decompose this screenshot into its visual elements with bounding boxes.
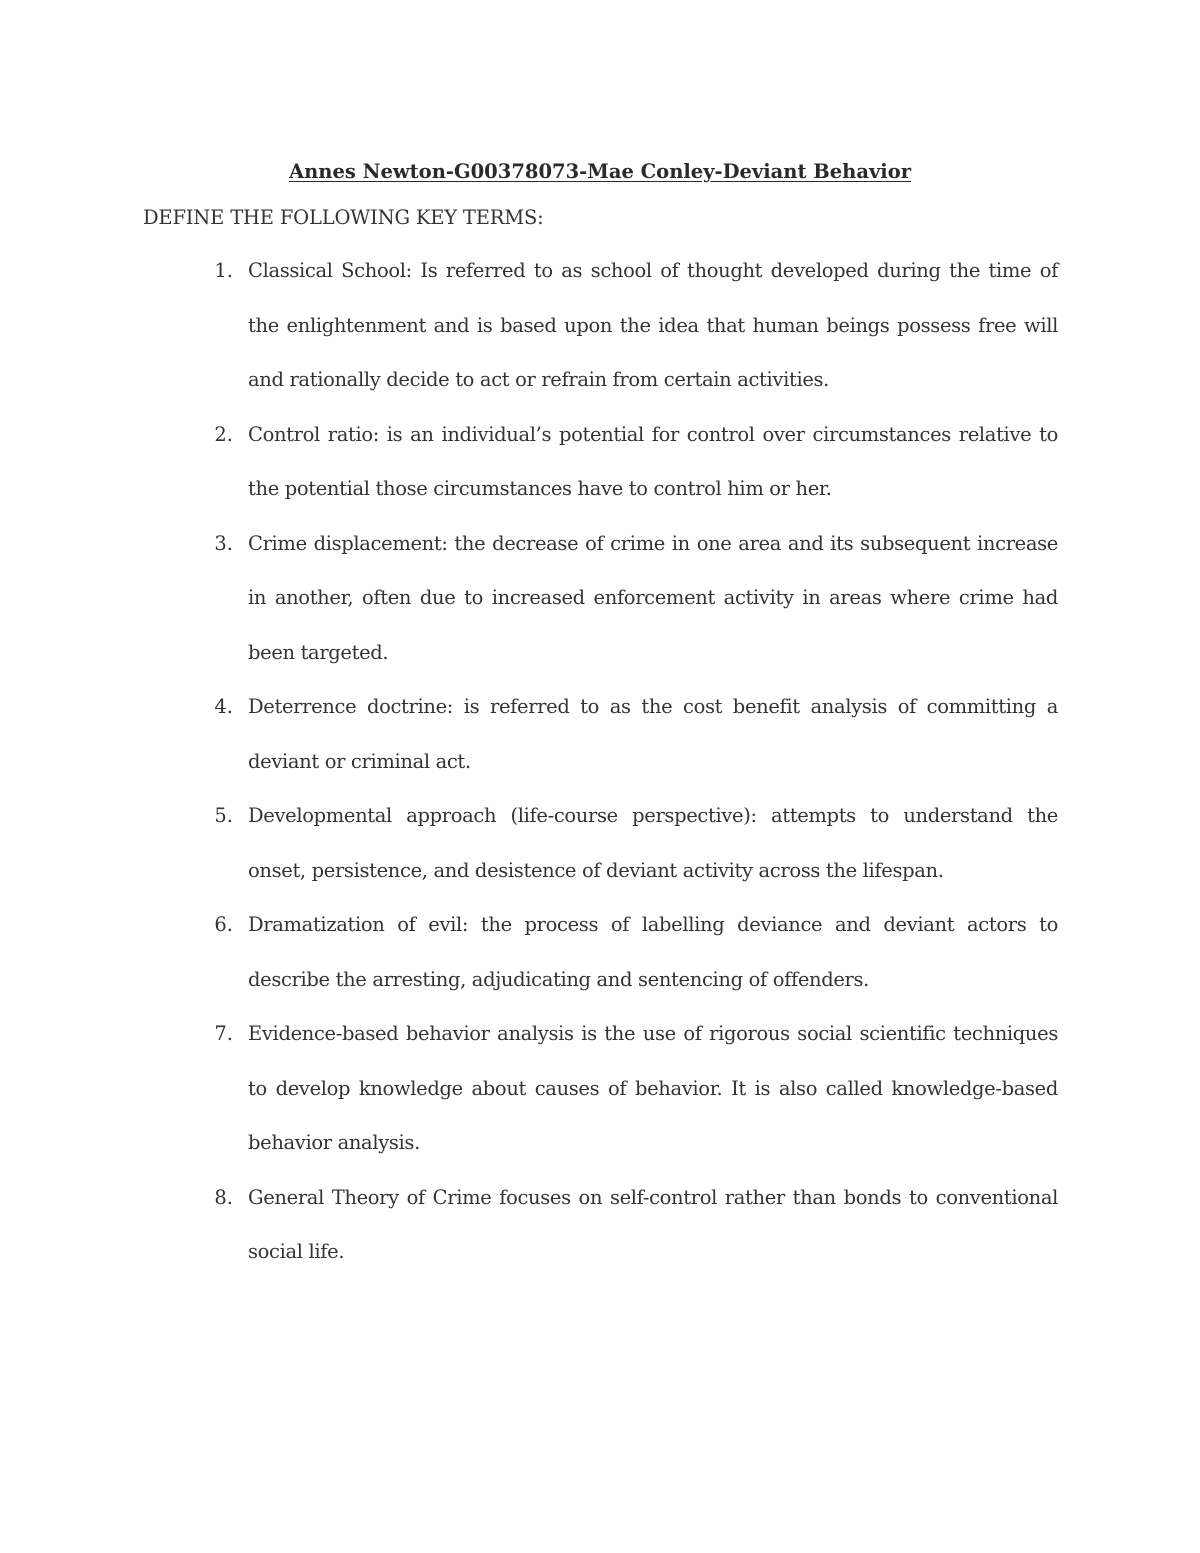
list-item-number: 7.	[214, 1022, 233, 1045]
list-item	[0, 1171, 1200, 1280]
key-terms-list	[0, 244, 1200, 1280]
list-item	[0, 898, 1200, 1007]
list-item	[0, 408, 1200, 517]
section-heading: DEFINE THE FOLLOWING KEY TERMS:	[143, 206, 544, 229]
list-item-text: Control ratio: is an individual’s potential for control over circumstances relative to the potential those circumstances have to control him or her.	[248, 422, 1058, 500]
list-item-text: Developmental approach (life-course perspective): attempts to understand the onset, persistence, and desistence of deviant activity across the lifespan.	[248, 804, 1058, 882]
list-item-text: Dramatization of evil: the process of labelling deviance and deviant actors to describe the arresting, adjudicating and sentencing of offenders.	[248, 913, 1058, 991]
document-title: Annes Newton-G00378073-Mae Conley-Deviant Behavior	[289, 160, 911, 183]
list-item	[0, 244, 1200, 408]
list-item-number: 5.	[214, 804, 233, 827]
list-item	[0, 680, 1200, 789]
list-item-text: Crime displacement: the decrease of crime in one area and its subsequent increase in another, often due to increased enforcement activity in areas where crime had been targeted.	[248, 531, 1058, 664]
list-item-text: Evidence-based behavior analysis is the use of rigorous social scientific techniques to develop knowledge about causes of behavior. It is also called knowledge-based behavior analysis.	[248, 1022, 1058, 1154]
list-item-text: Deterrence doctrine: is referred to as the cost benefit analysis of committing a deviant or criminal act.	[248, 695, 1058, 773]
list-item-number: 3.	[214, 531, 233, 555]
list-item-number: 6.	[214, 913, 233, 936]
list-item	[0, 517, 1200, 681]
list-item-number: 1.	[214, 259, 233, 282]
list-item-number: 4.	[214, 695, 233, 718]
list-item-text: General Theory of Crime focuses on self-control rather than bonds to conventional social life.	[248, 1185, 1058, 1263]
list-item	[0, 789, 1200, 898]
list-item-text: Classical School: Is referred to as school of thought developed during the time of the enlightenment and is based upon the idea that human beings possess free will and rationally decide to act or refrain from certain activities.	[248, 259, 1058, 391]
list-item	[0, 1007, 1200, 1171]
list-item-number: 2.	[214, 422, 233, 446]
list-item-number: 8.	[214, 1185, 233, 1209]
